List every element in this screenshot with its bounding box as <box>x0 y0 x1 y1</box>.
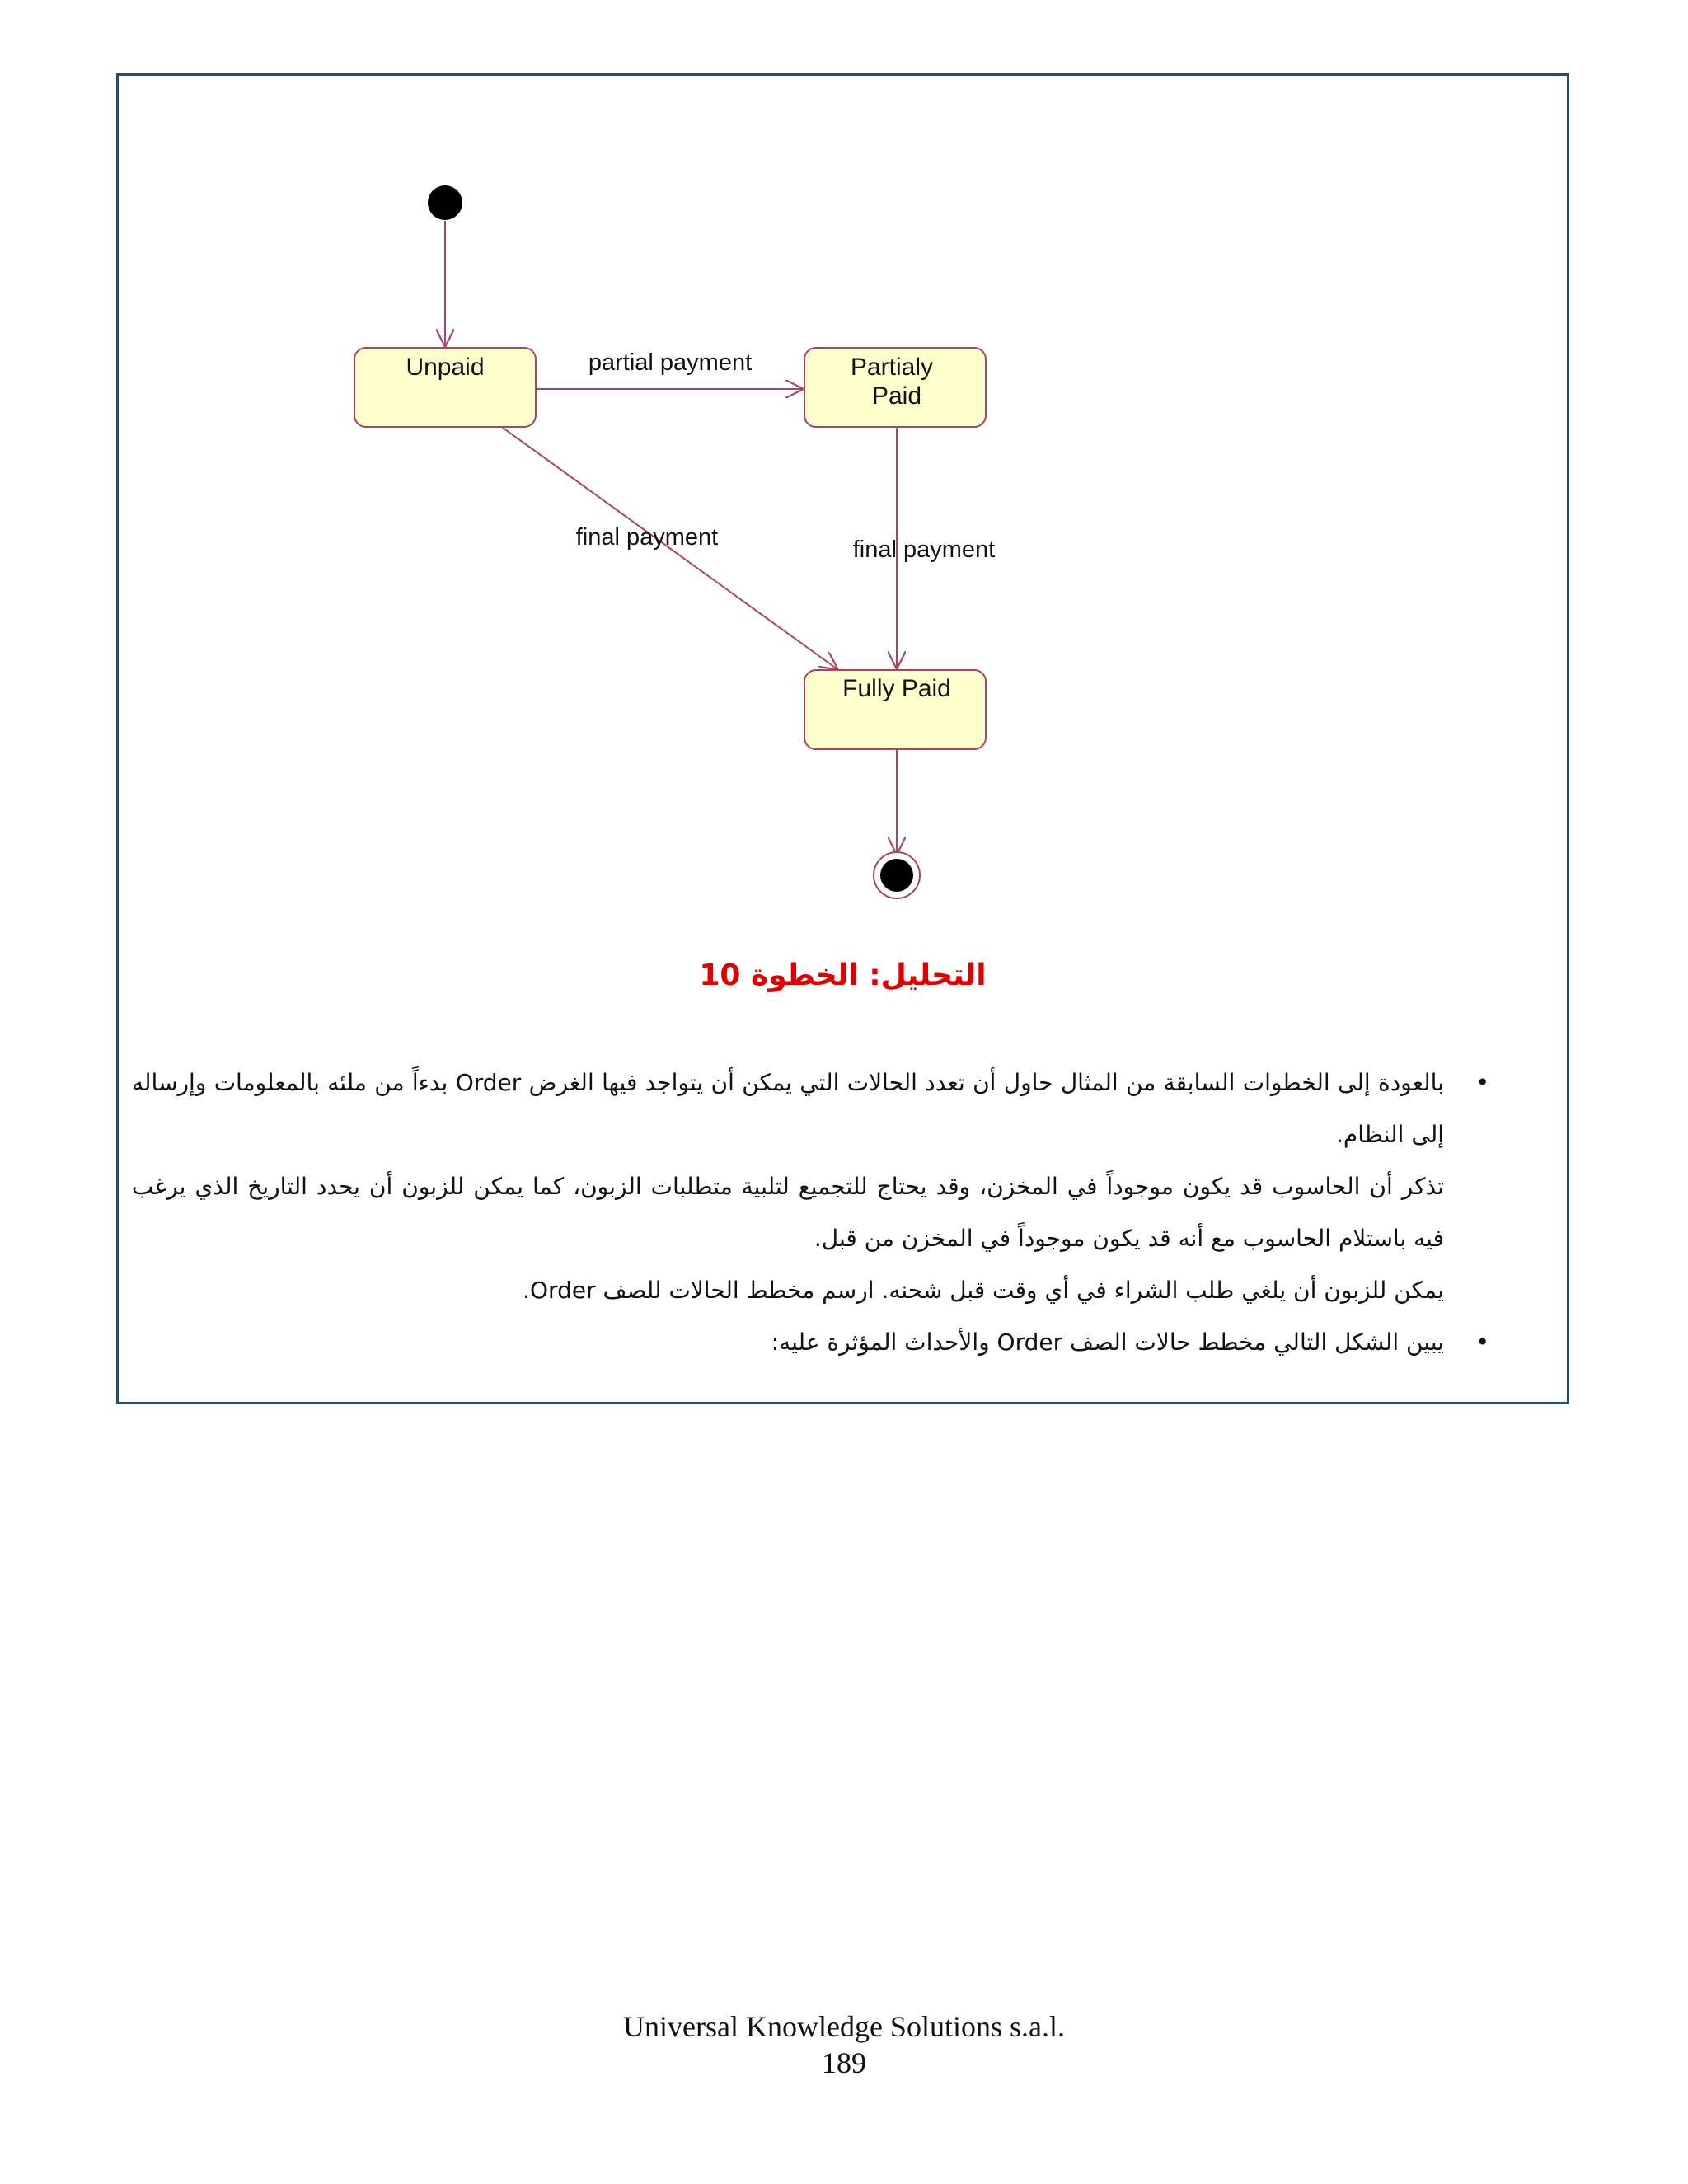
final-state <box>874 852 920 898</box>
state-diagram <box>0 0 1688 948</box>
paragraph-3-text: يمكن للزبون أن يلغي طلب الشراء في أي وقت قبل شحنه. ارسم مخطط الحالات للصف Order. <box>523 1277 1444 1304</box>
paragraph-2 <box>132 1160 1444 1264</box>
label-final-payment-from-partial: final payment <box>852 537 996 563</box>
bullet-marker: • <box>1475 1069 1489 1096</box>
state-unpaid-label: Unpaid <box>406 354 485 381</box>
paragraph-3 <box>132 1264 1444 1316</box>
paragraph-2-text: تذكر أن الحاسوب قد يكون موجوداً في المخزن، وقد يحتاج للتجميع لتلبية متطلبات الزبون، كما يمكن للزبون أن يحدد التاريخ الذي يرغب فيه باستلام الحاسوب مع أنه قد يكون موجوداً في المخزن من قبل. <box>132 1173 1444 1252</box>
paragraph-1-text: بالعودة إلى الخطوات السابقة من المثال حاول أن تعدد الحالات التي يمكن أن يتواجد فيها الغرض Order بدءاً من ملئه بالمعلومات وإرساله إلى النظام. <box>132 1069 1444 1148</box>
state-unpaid <box>354 348 536 427</box>
paragraph-4-text: يبين الشكل التالي مخطط حالات الصف Order والأحداث المؤثرة عليه: <box>771 1329 1444 1356</box>
bullet-marker: • <box>1475 1329 1489 1356</box>
label-partial-payment: partial payment <box>588 349 753 376</box>
state-fully-paid-label: Fully Paid <box>842 675 951 702</box>
footer-publisher: Universal Knowledge Solutions s.a.l. <box>623 2010 1065 2043</box>
initial-state <box>428 185 462 220</box>
state-fully-paid <box>804 670 986 749</box>
footer-page-number: 189 <box>822 2046 866 2079</box>
section-heading: التحليل: الخطوة 10 <box>699 958 987 992</box>
paragraph-4 <box>132 1316 1489 1368</box>
label-final-payment-from-unpaid: final payment <box>575 524 719 551</box>
state-partially-paid-label-line1: Partialy <box>850 354 934 381</box>
section-body <box>132 1057 1489 1368</box>
state-partially-paid <box>804 348 986 427</box>
paragraph-1 <box>132 1057 1489 1160</box>
state-partially-paid-label-line2: Paid <box>871 382 922 410</box>
